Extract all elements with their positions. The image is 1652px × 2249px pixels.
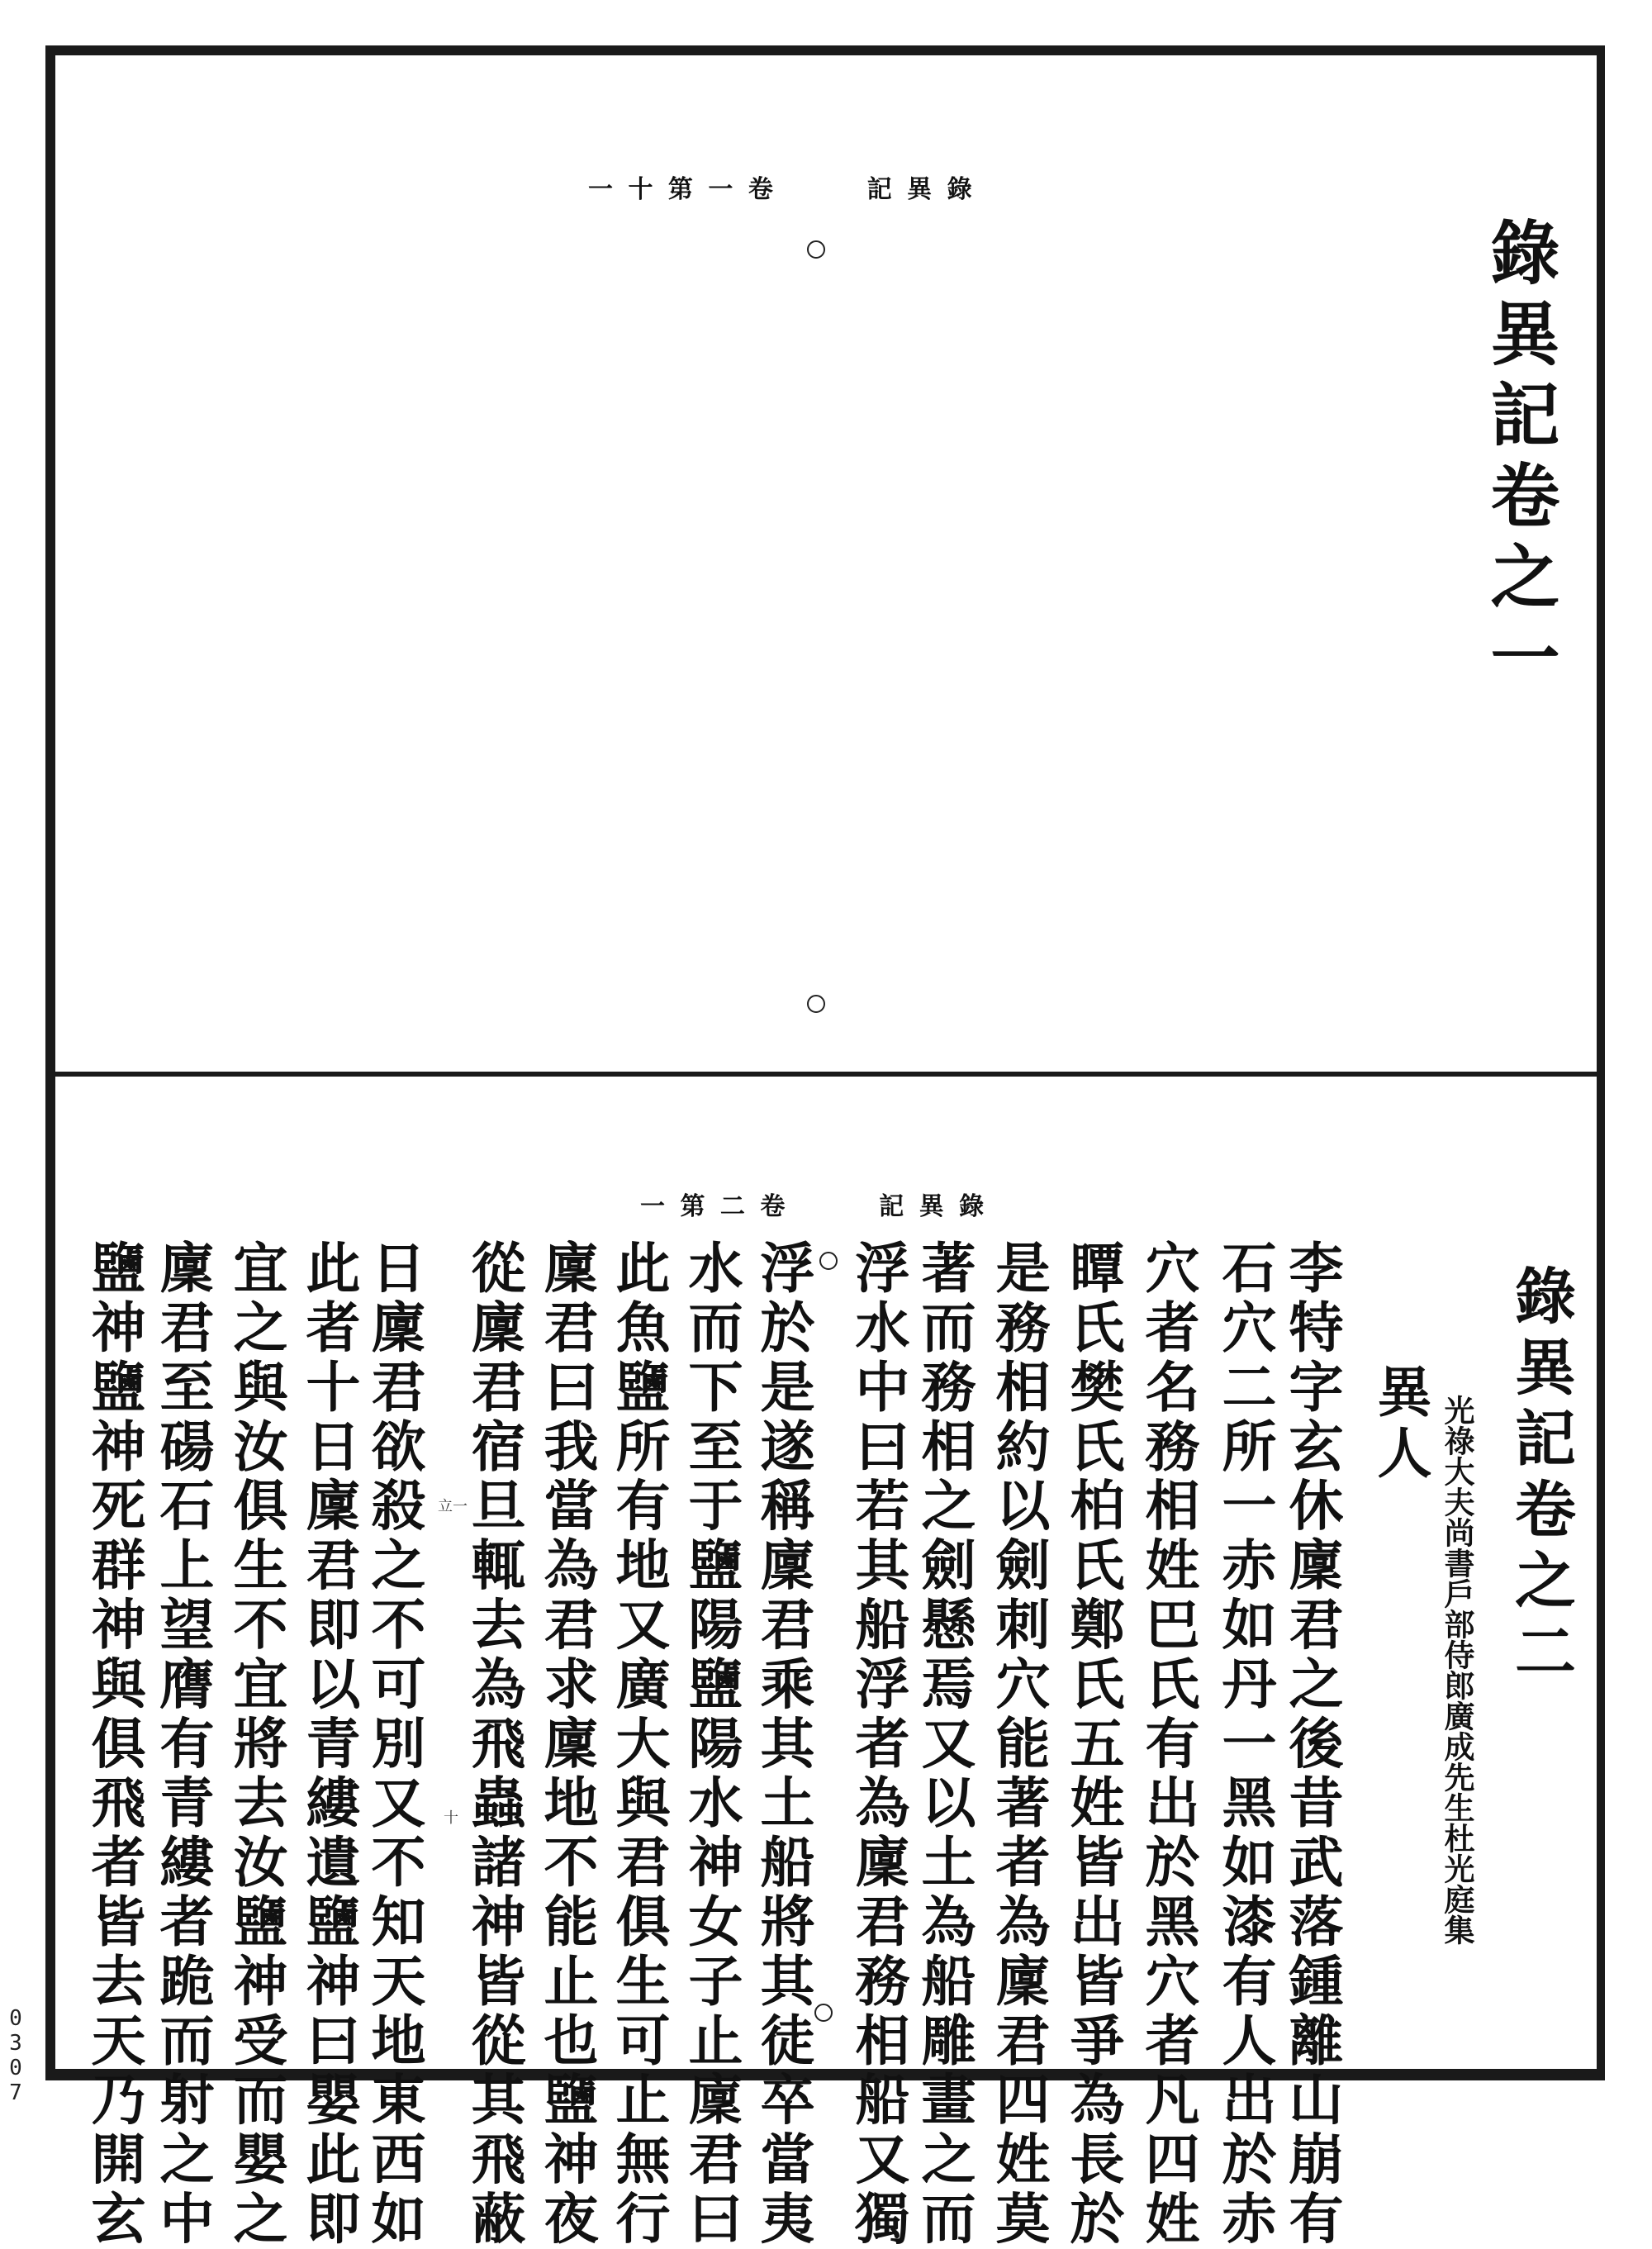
header-char: 第: [680, 1192, 705, 1221]
header-char: 第: [667, 175, 693, 204]
binding-circle-top: [807, 240, 825, 259]
page-divider: [45, 1072, 1605, 1077]
text-column: 從廩君宿旦輒去為飛蟲諸神皆從其飛蔽: [462, 1239, 526, 2249]
text-column: 李特字玄休廩君之後昔武落鍾離山崩有: [1279, 1239, 1344, 2249]
header-char: 一: [588, 175, 613, 204]
text-column: 浮水中曰若其船浮者為廩君務相船又獨: [846, 1239, 910, 2249]
section-heading: 異人: [1368, 1363, 1432, 1486]
header-char: 異: [907, 175, 933, 204]
text-column: 此者十日廩君即以青縷遺鹽神曰嬰此即: [297, 1239, 361, 2249]
text-column: 鹽神鹽神死群神與俱飛者皆去天乃開玄: [82, 1239, 146, 2249]
header-char: 卷: [760, 1192, 786, 1221]
margin-note: 十: [444, 1809, 458, 1827]
text-column: 瞫氏樊氏柏氏鄭氏五姓皆出皆爭為長於: [1061, 1239, 1125, 2249]
text-column: 日廩君欲殺之不可別又不知天地東西如: [362, 1239, 426, 2249]
margin-note: 立一: [438, 1498, 468, 1515]
header-char: 記: [879, 1192, 904, 1221]
binding-circle-middle: [807, 995, 825, 1013]
header-char: 記: [866, 175, 892, 204]
text-column: 浮於是遂稱廩君乘其土船將其徒卒當夷: [751, 1239, 815, 2249]
binding-circle-bottom-1: [819, 1252, 838, 1270]
text-column: 廩君曰我當為君求廩地不能止也鹽神夜: [534, 1239, 599, 2249]
header-char: 二: [719, 1192, 745, 1221]
text-column: 是務相約以劍刺穴能著者為廩君四姓莫: [986, 1239, 1051, 2249]
author-line: 光祿大夫尚書戶部侍郎廣成先生杜光庭集: [1439, 1395, 1475, 1945]
text-column: 石穴二所一赤如丹一黑如漆有人出於赤: [1213, 1239, 1277, 2249]
header-char: 一: [640, 1192, 665, 1221]
text-column: 宜之與汝俱生不宜將去汝鹽神受而嬰之: [224, 1239, 288, 2249]
top-page-header: [588, 175, 979, 204]
bottom-page-header: [640, 1192, 990, 1221]
header-char: 錄: [947, 175, 972, 204]
header-char: 卷: [748, 175, 773, 204]
header-char: 一: [708, 175, 733, 204]
page-number: 0307: [3, 2006, 28, 2105]
text-column: 穴者名務相姓巴氏有出於黑穴者凡四姓: [1136, 1239, 1200, 2249]
text-column: 廩君至碭石上望膺有青縷者跪而射之中: [150, 1239, 215, 2249]
header-char: 錄: [959, 1192, 985, 1221]
binding-circle-bottom-2: [814, 2004, 833, 2022]
header-char: 十: [628, 175, 653, 204]
text-column: 水而下至于鹽陽鹽陽水神女子止廩君曰: [679, 1239, 743, 2249]
text-column: 此魚鹽所有地又廣大與君俱生可止無行: [606, 1239, 671, 2249]
text-column: 著而務相之劍懸焉又以土為船雕畫之而: [912, 1239, 976, 2249]
bottom-page-title: 錄異記卷之二: [1505, 1264, 1576, 1690]
header-char: 異: [919, 1192, 944, 1221]
top-page-title: 錄異記卷之一: [1479, 216, 1561, 702]
